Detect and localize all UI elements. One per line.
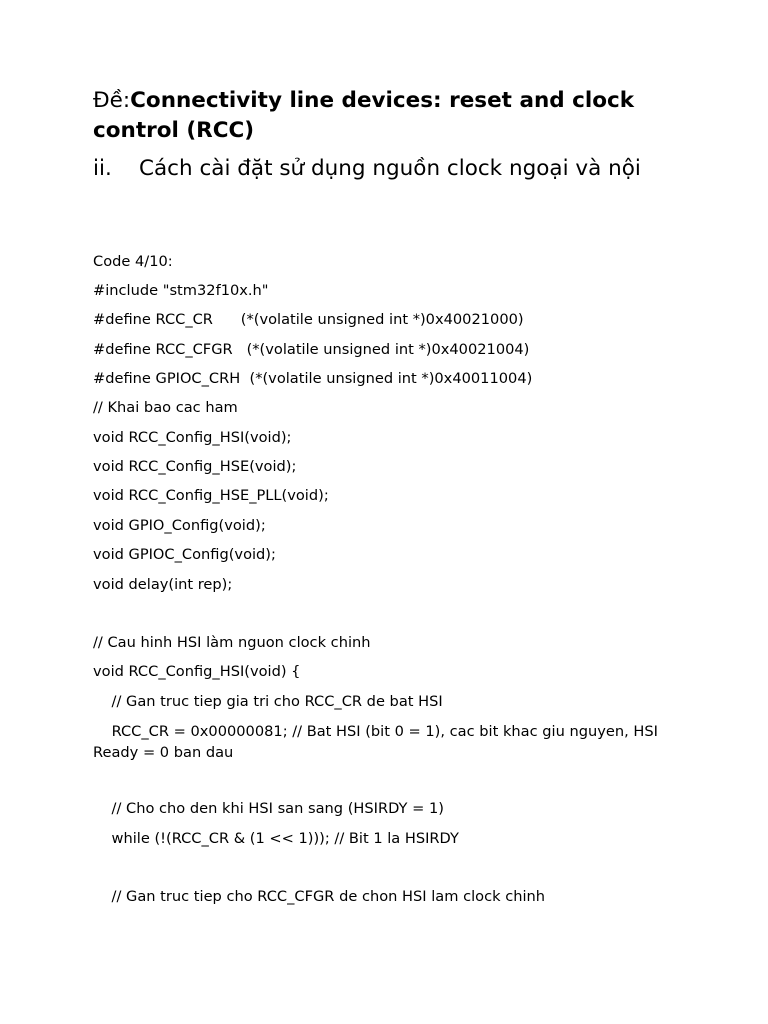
section-heading-text: Cách cài đặt sử dụng nguồn clock ngoại và nội [139, 156, 641, 181]
code-line: // Cau hinh HSI làm nguon clock chinh [93, 634, 371, 651]
code-line: // Khai bao cac ham [93, 399, 238, 416]
code-line: void GPIO_Config(void); [93, 517, 266, 534]
title-prefix: Đề: [93, 88, 131, 113]
code-line: // Cho cho den khi HSI san sang (HSIRDY = 1) [93, 800, 444, 817]
code-line: void RCC_Config_HSI(void) { [93, 663, 301, 680]
code-line: void delay(int rep); [93, 576, 233, 593]
code-line: // Gan truc tiep gia tri cho RCC_CR de bat HSI [93, 693, 443, 710]
code-line: void RCC_Config_HSI(void); [93, 429, 292, 446]
section-heading [93, 154, 713, 183]
code-line: #define RCC_CFGR (*(volatile unsigned int *)0x40021004) [93, 341, 530, 358]
code-line: #define GPIOC_CRH (*(volatile unsigned int *)0x40011004) [93, 370, 533, 387]
document-title [93, 86, 693, 146]
code-line: #include "stm32f10x.h" [93, 282, 269, 299]
code-line: void GPIOC_Config(void); [93, 546, 276, 563]
code-line: Code 4/10: [93, 253, 173, 270]
code-line: while (!(RCC_CR & (1 << 1))); // Bit 1 la HSIRDY [93, 830, 459, 847]
code-line: // Gan truc tiep cho RCC_CFGR de chon HSI lam clock chinh [93, 888, 546, 905]
code-line: void RCC_Config_HSE_PLL(void); [93, 487, 329, 504]
section-number: ii. [93, 156, 112, 181]
code-line: void RCC_Config_HSE(void); [93, 458, 297, 475]
code-line: #define RCC_CR (*(volatile unsigned int *)0x40021000) [93, 311, 524, 328]
code-line: RCC_CR = 0x00000081; // Bat HSI (bit 0 = 1), cac bit khac giu nguyen, HSI Ready = 0 ban dau [93, 723, 663, 761]
title-text: Connectivity line devices: reset and clock control (RCC) [93, 88, 635, 143]
